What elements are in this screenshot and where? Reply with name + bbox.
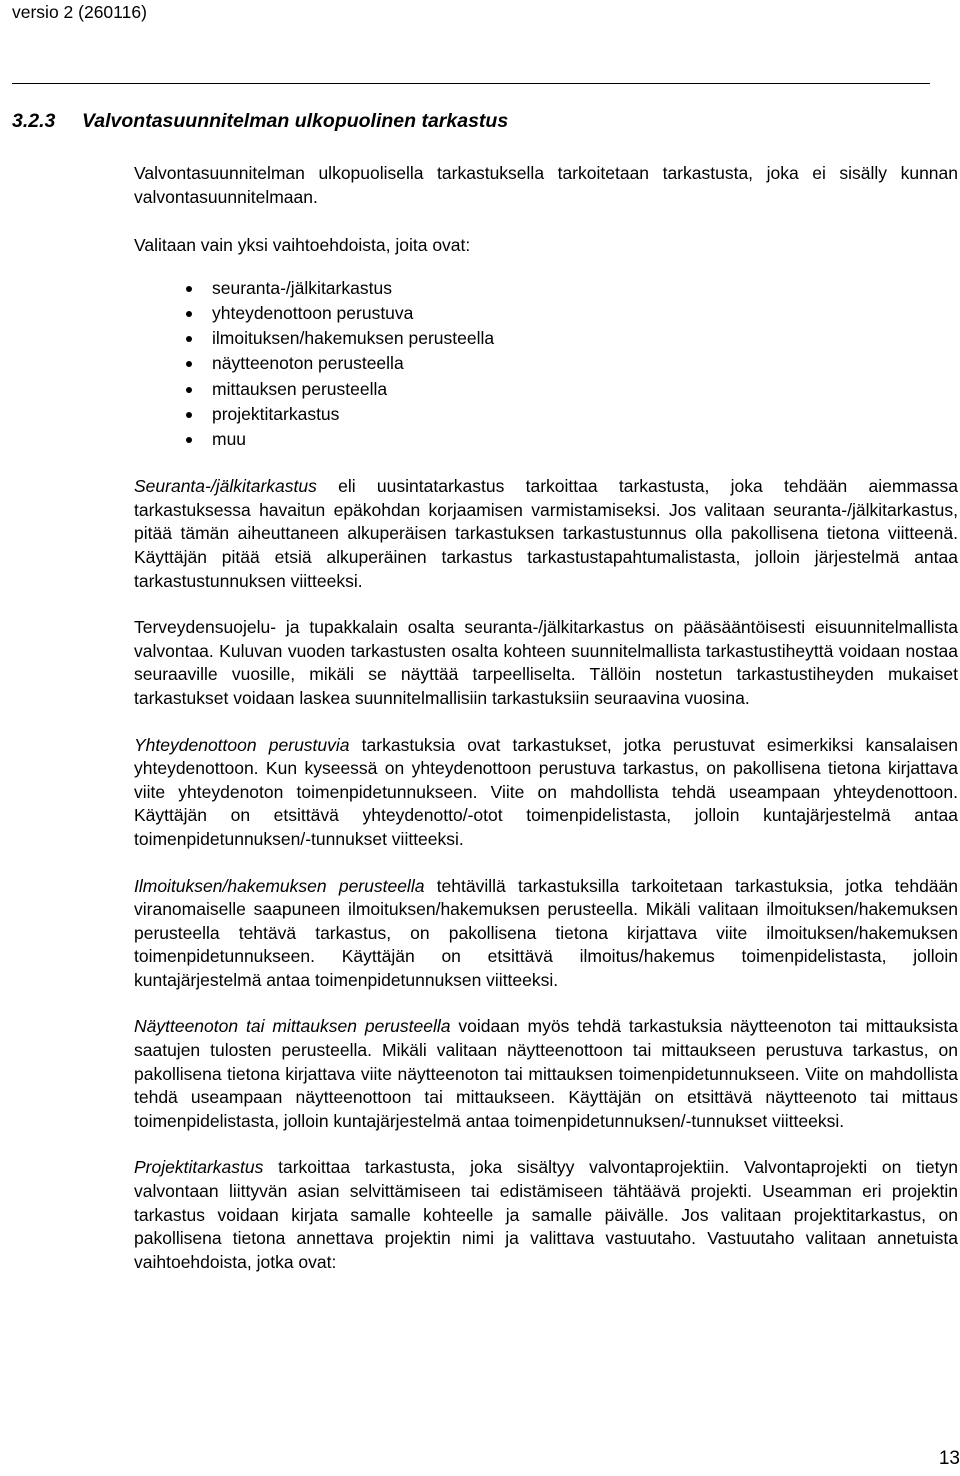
bullet-icon bbox=[186, 387, 192, 393]
list-item bbox=[134, 351, 958, 376]
list-item bbox=[134, 326, 958, 351]
bullet-icon bbox=[186, 311, 192, 317]
list-item-label: näytteenoton perusteella bbox=[212, 353, 404, 374]
section-title: Valvontasuunnitelman ulkopuolinen tarkastus bbox=[82, 110, 509, 132]
bullet-icon bbox=[186, 412, 192, 418]
list-item bbox=[134, 402, 958, 427]
bullet-icon bbox=[186, 336, 192, 342]
bullet-icon bbox=[186, 361, 192, 367]
paragraph-term: Ilmoituksen/hakemuksen perusteella bbox=[134, 875, 425, 896]
list-item-label: muu bbox=[212, 429, 247, 449]
options-lead: Valitaan vain yksi vaihtoehdoista, joita ovat: bbox=[134, 235, 471, 256]
paragraph-text: tarkastuksia ovat tarkastukset, jotka perustuvat esimerkiksi kansalaisen yhteydenottoon. Kun kyseessä on yhteydenottoon perustuva tarkastus, on pakollisena tietona kirjattava viite yhteydenoton toimenpidetunnukseen. Viite on mahdollista tehdä useampaan yhteydenottoon. Käyttäjän on etsittävä yhteydenotto/-otot toimenpidelistasta, jolloin kuntajärjestelmä antaa toimenpidetunnuksen/-tunnukset viitteeksi. bbox=[134, 734, 958, 849]
paragraph-naytteenotto bbox=[134, 1015, 958, 1133]
version-label: versio 2 (260116) bbox=[12, 2, 147, 22]
list-item-label: ilmoituksen/hakemuksen perusteella bbox=[212, 328, 495, 349]
paragraph-text: voidaan myös tehdä tarkastuksia näytteenoton tai mittauksista saatujen tulosten perusteella. Mikäli valitaan näytteenottoon tai mittaukseen perustuva tarkastus, on pakollisena tietona kirjattava viite näytteenoton tai mittauksen toimenpidetunnukseen. Viite on mahdollista tehdä useampaan näytteenottoon tai mittaukseen. Käyttäjän on etsittävä näytteenoto tai mittaus toimenpidelistasta, jolloin kuntajärjestelmä antaa toimenpidetunnuksen/-tunnukset viitteeksi. bbox=[134, 1016, 958, 1131]
list-item bbox=[134, 276, 958, 301]
paragraph-term: Seuranta-/jälkitarkastus bbox=[134, 476, 317, 497]
bullet-icon bbox=[186, 437, 192, 443]
list-item-label: mittauksen perusteella bbox=[212, 378, 388, 399]
list-item bbox=[134, 301, 958, 326]
header-divider bbox=[12, 83, 930, 84]
paragraph-text: Terveydensuojelu- ja tupakkalain osalta seuranta-/jälkitarkastus on pääsääntöisesti eisuunnitelmallista valvontaa. Kuluvan vuoden tarkastusten osalta kohteen suunnitelmallista tarkastustiheyttä voidaan nostaa seuraaville vuosille, mikäli se näyttää tarpeelliselta. Tällöin nostetun tarkastustiheyden mukaiset tarkastukset voidaan laskea suunnitelmallisiin tarkastuksiin seuraavina vuosina. bbox=[134, 617, 958, 708]
paragraph-text: tehtävillä tarkastuksilla tarkoitetaan tarkastuksia, jotka tehdään viranomaiselle saapuneen ilmoituksen/hakemuksen perusteella. Mikäli valitaan ilmoituksen/hakemuksen perusteella tehtävä tarkastus, on pakollisena tietona kirjattava viite ilmoituksen/hakemuksen toimenpidetunnukseen. Käyttäjän on etsittävä ilmoitus/hakemus toimenpidelistasta, jolloin kuntajärjestelmä antaa toimenpidetunnuksen viitteeksi. bbox=[134, 875, 958, 990]
paragraph-seuranta bbox=[134, 475, 958, 593]
list-item bbox=[134, 427, 958, 452]
options-list bbox=[134, 276, 958, 452]
paragraph-text: tarkoittaa tarkastusta, joka sisältyy valvontaprojektiin. Valvontaprojekti on tietyn valvontaan liittyvän asian selvittämiseen tai edistämiseen tähtäävä projekti. Useamman eri projektin tarkastus voidaan kirjata samalle kohteelle ja samalle päivälle. Jos valitaan projektitarkastus, on pakollisena tietona annettava projektin nimi ja valittava vastuutaho. Vastuutaho valitaan annetuista vaihtoehdoista, jotka ovat: bbox=[134, 1157, 958, 1272]
section-body bbox=[134, 162, 958, 1297]
list-item-label: projektitarkastus bbox=[212, 403, 340, 424]
paragraph-term: Projektitarkastus bbox=[134, 1157, 264, 1178]
list-item-label: seuranta-/jälkitarkastus bbox=[212, 277, 392, 298]
bullet-icon bbox=[186, 286, 192, 292]
list-item-label: yhteydenottoon perustuva bbox=[212, 302, 414, 323]
paragraph-ilmoitus bbox=[134, 875, 958, 993]
paragraph-term: Yhteydenottoon perustuvia bbox=[134, 734, 350, 755]
paragraph-terveydensuojelu bbox=[134, 616, 958, 710]
list-item bbox=[134, 377, 958, 402]
section-number: 3.2.3 bbox=[12, 110, 56, 132]
paragraph-text: eli uusintatarkastus tarkoittaa tarkastusta, joka tehdään aiemmassa tarkastuksessa havaitun epäkohdan korjaamisen varmistamiseksi. Jos valitaan seuranta-/jälkitarkastus, pitää tämän aiheuttaneen alkuperäisen tarkastuksen tarkastustunnus olla pakollisena tietona viitteenä. Käyttäjän pitää etsiä alkuperäinen tarkastus tarkastustapahtumalistasta, jolloin järjestelmä antaa tarkastustunnuksen viitteeksi. bbox=[134, 476, 958, 591]
section-heading bbox=[12, 110, 508, 133]
paragraph-term: Näytteenoton tai mittauksen perusteella bbox=[134, 1016, 451, 1037]
paragraph-projekti bbox=[134, 1156, 958, 1274]
intro-paragraph: Valvontasuunnitelman ulkopuolisella tarkastuksella tarkoitetaan tarkastusta, joka ei sisälly kunnan valvontasuunnitelmaan. bbox=[134, 163, 958, 207]
page-number: 13 bbox=[938, 1448, 960, 1469]
paragraph-yhteydenotto bbox=[134, 734, 958, 852]
